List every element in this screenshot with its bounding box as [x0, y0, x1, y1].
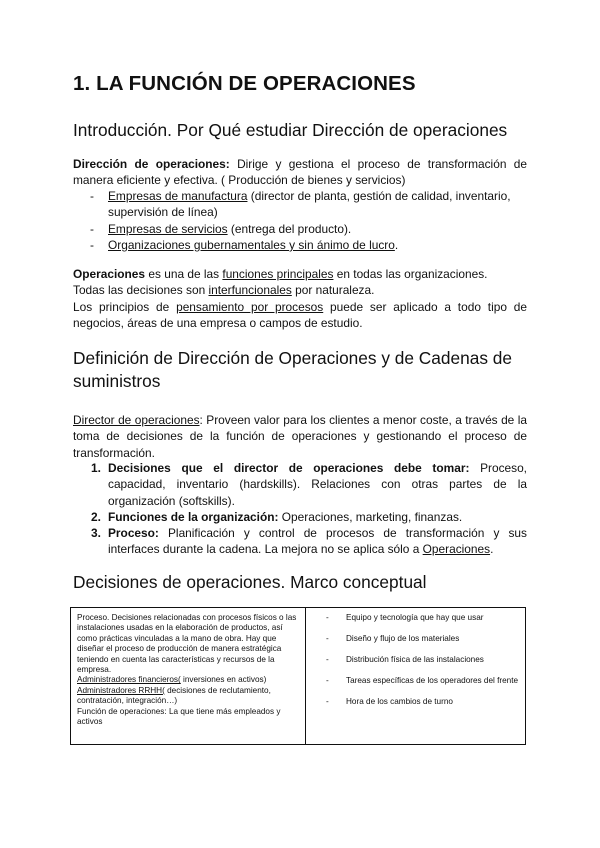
- list-item: - Equipo y tecnología que hay que usar: [326, 613, 519, 623]
- director-paragraph: Director de operaciones: Proveen valor para los clientes a menor coste, a través de la toma de decisiones de la función de operaciones y gestionando el proceso de transformación.: [73, 413, 527, 460]
- list-item: - Hora de los cambios de turno: [326, 697, 519, 707]
- table-right-cell: [306, 608, 525, 744]
- list-item: 1. Decisiones que el director de operaciones debe tomar: Proceso, capacidad, inventario (hardskills). Relaciones con otras partes de la organización (softskills).: [91, 461, 527, 508]
- operations-term: Operaciones: [73, 267, 146, 281]
- list-item: - Tareas específicas de los operadores del frente: [326, 676, 519, 686]
- list-item-link: Empresas de manufactura: [108, 189, 248, 203]
- intro-heading: Introducción. Por Qué estudiar Dirección de operaciones: [73, 120, 508, 140]
- list-item: - Organizaciones gubernamentales y sin ánimo de lucro.: [90, 237, 527, 253]
- intro-definition: [73, 156, 527, 189]
- list-item: 2. Funciones de la organización: Operaciones, marketing, finanzas.: [91, 509, 463, 524]
- list-item: - Empresas de servicios (entrega del producto).: [90, 221, 527, 237]
- decisions-heading: Decisiones de operaciones. Marco conceptual: [73, 572, 427, 592]
- conceptual-framework-table: [70, 607, 526, 745]
- process-description: Proceso. Decisiones relacionadas con procesos físicos o las instalaciones usadas en la elaboración de productos, así como prácticas vinculadas a la mano de obra. Hay que diseñar el proceso de producción de manera estratégica teniendo en cuenta las características y recursos de la empresa.: [77, 613, 297, 675]
- list-item-link: Organizaciones gubernamentales y sin ánimo de lucro: [108, 237, 395, 252]
- page-title: 1. LA FUNCIÓN DE OPERACIONES: [73, 72, 416, 95]
- definition-text: Dirige y gestiona el proceso de transformación de manera eficiente y efectiva. ( Producción de bienes y servicios): [73, 157, 527, 188]
- list-item: - Diseño y flujo de los materiales: [326, 634, 519, 644]
- list-item: - Distribución física de las instalaciones: [326, 655, 519, 665]
- list-item-link: Empresas de servicios: [108, 221, 228, 236]
- director-link: Director de operaciones: [73, 413, 200, 427]
- organization-types-list: [90, 188, 527, 253]
- definition-heading: Definición de Dirección de Operaciones y de Cadenas de suministros: [73, 348, 513, 391]
- table-left-cell: Proceso. Decisiones relacionadas con procesos físicos o las instalaciones usadas en la elaboración de productos, así como prácticas vinculadas a la mano de obra. Hay que diseñar el proceso de producción de manera estratégica teniendo en cuenta las características y recursos de la empresa. Administradores financieros( inversiones en activos) Administradores RRHH( decisiones de reclutamiento, contratación, integración…) Función de operaciones: La que tiene más empleados y activos: [71, 608, 306, 744]
- list-item: - Empresas de manufactura (director de planta, gestión de calidad, inventario, supervisión de línea): [90, 188, 527, 221]
- definition-term: Dirección de operaciones:: [73, 157, 230, 171]
- decision-areas-list: [88, 460, 527, 558]
- list-item: 3. Proceso: Planificación y control de procesos de transformación y sus interfaces durante la cadena. La mejora no se aplica sólo a Operaciones.: [91, 526, 527, 557]
- operations-paragraph: Operaciones es una de las funciones principales en todas las organizaciones. Todas las decisiones son interfuncionales por naturaleza. Los principios de pensamiento por procesos puede ser aplicado a todo tipo de negocios, áreas de una empresa o campos de estudio.: [73, 267, 527, 330]
- decision-items-list: [326, 613, 519, 707]
